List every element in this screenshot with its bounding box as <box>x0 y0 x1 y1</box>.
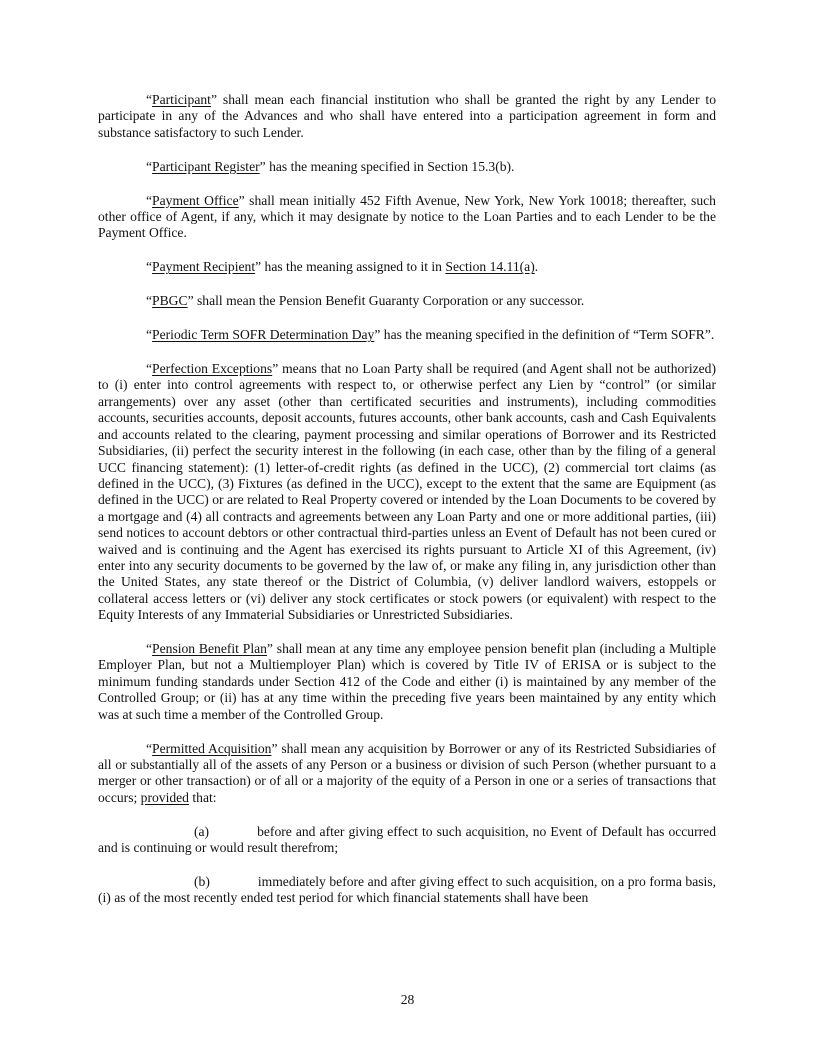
defined-term: PBGC <box>152 293 188 309</box>
defined-term: Payment Recipient <box>152 259 256 275</box>
proviso-word: provided <box>140 789 189 805</box>
definition-periodic-term-sofr <box>98 327 716 343</box>
defined-term: Participant Register <box>152 158 260 174</box>
open-quote: “ <box>146 293 153 309</box>
defined-term: Participant <box>152 92 211 107</box>
definition-text: ” means that no Loan Party shall be required (and Agent shall not be authorized) to (i) enter into control agreements with respect to, or otherwise perfect any Lien by “control” (or similar arrangements) over any asset (other than certificated securities and instruments), including commodities accounts, securities accounts, deposit accounts, futures accounts, other bank accounts, cash and Cash Equivalents and accounts related to the clearing, payment processing and similar operations of Borrower and its Restricted Subsidiaries, (ii) perfect the security interest in the following (in each case, other than by the filing of a general UCC financing statement): (1) letter-of-credit rights (as defined in the UCC), (2) commercial tort claims (as defined in the UCC), (3) Fixtures (as defined in the UCC), except to the extent that the same are Equipment (as defined in the UCC) or are related to Real Property covered or intended by the Loan Documents to be covered by a mortgage and (4) all contracts and agreements between any Loan Party and one or more additional parties, (iii) send notices to account debtors or other contractual third-parties unless an Event of Default has not been cured or waived and is continuing and the Agent has exercised its rights pursuant to Article XI of this Agreement, (iv) enter into any security documents to be governed by the law of, or make any filing in, any jurisdiction other than the United States, any state thereof or the District of Columbia, (v) deliver landlord waivers, estoppels or collateral access letters or (vi) deliver any stock certificates or stock powers (or equivalent) with respect to the Equity Interests of any Immaterial Subsidiaries or Unrestricted Subsidiaries. <box>98 361 716 623</box>
definition-pension-benefit-plan <box>98 641 716 723</box>
clause-b <box>98 874 716 907</box>
definition-payment-office <box>98 193 716 242</box>
defined-term: Payment Office <box>152 192 239 208</box>
definition-pbgc <box>98 293 716 309</box>
open-quote: “ <box>146 192 153 208</box>
definition-text: ” shall mean initially 452 Fifth Avenue, New York, New York 10018; thereafter, such other office of Agent, if any, which it may designate by notice to the Loan Parties and to each Lender to be the Payment Office. <box>98 192 716 241</box>
clause-a <box>98 824 716 857</box>
defined-term: Permitted Acquisition <box>152 740 272 756</box>
clause-label: (b) <box>194 874 210 890</box>
definition-participant-register <box>98 159 716 175</box>
page-number: 28 <box>400 992 415 1007</box>
definition-payment-recipient <box>98 259 716 275</box>
clause-text: before and after giving effect to such acquisition, no Event of Default has occurred and is continuing or would result therefrom; <box>98 823 716 856</box>
defined-term: Pension Benefit Plan <box>152 641 267 657</box>
clause-label: (a) <box>194 823 210 839</box>
page-body <box>98 92 716 924</box>
definition-text: ” has the meaning specified in the definition of “Term SOFR”. <box>374 327 715 343</box>
definition-tail: that: <box>188 789 217 805</box>
open-quote: “ <box>146 361 153 377</box>
definition-text: ” shall mean at any time any employee pension benefit plan (including a Multiple Employer Plan, but not a Multiemployer Plan) which is covered by Title IV of ERISA or is subject to the minimum funding standards under Section 412 of the Code and either (i) is maintained by any member of the Controlled Group; or (ii) has at any time within the preceding five years been maintained by any entity which was at such time a member of the Controlled Group. <box>98 641 716 722</box>
open-quote: “ <box>146 641 153 657</box>
section-reference: Section 14.11(a) <box>445 259 535 275</box>
open-quote: “ <box>146 740 153 756</box>
defined-term: Periodic Term SOFR Determination Day <box>152 327 375 343</box>
definition-text: ” has the meaning specified in Section 15.3(b). <box>259 158 515 174</box>
definition-permitted-acquisition <box>98 741 716 807</box>
definition-perfection-exceptions <box>98 361 716 624</box>
definition-participant <box>98 92 716 141</box>
definition-text: ” shall mean any acquisition by Borrower or any of its Restricted Subsidiaries of all or substantially all of the assets of any Person or a business or division of such Person (whether pursuant to a merger or other transaction) or of all or a majority of the equity of a Person in one or a series of transactions that occurs; <box>98 740 716 805</box>
open-quote: “ <box>146 327 153 343</box>
definition-text: ” shall mean each financial institution who shall be granted the right by any Lender to participate in any of the Advances and who shall have entered into a participation agreement in form and substance satisfactory to such Lender. <box>98 92 716 140</box>
open-quote: “ <box>146 158 153 174</box>
open-quote: “ <box>146 92 153 107</box>
open-quote: “ <box>146 259 153 275</box>
definition-text: ” shall mean the Pension Benefit Guaranty Corporation or any successor. <box>187 293 585 309</box>
definition-text: ” has the meaning assigned to it in <box>255 259 446 275</box>
clause-text: immediately before and after giving effect to such acquisition, on a pro forma basis, (i) as of the most recently ended test period for which financial statements shall have been <box>98 874 716 906</box>
definition-tail: . <box>534 259 539 275</box>
defined-term: Perfection Exceptions <box>152 361 273 377</box>
